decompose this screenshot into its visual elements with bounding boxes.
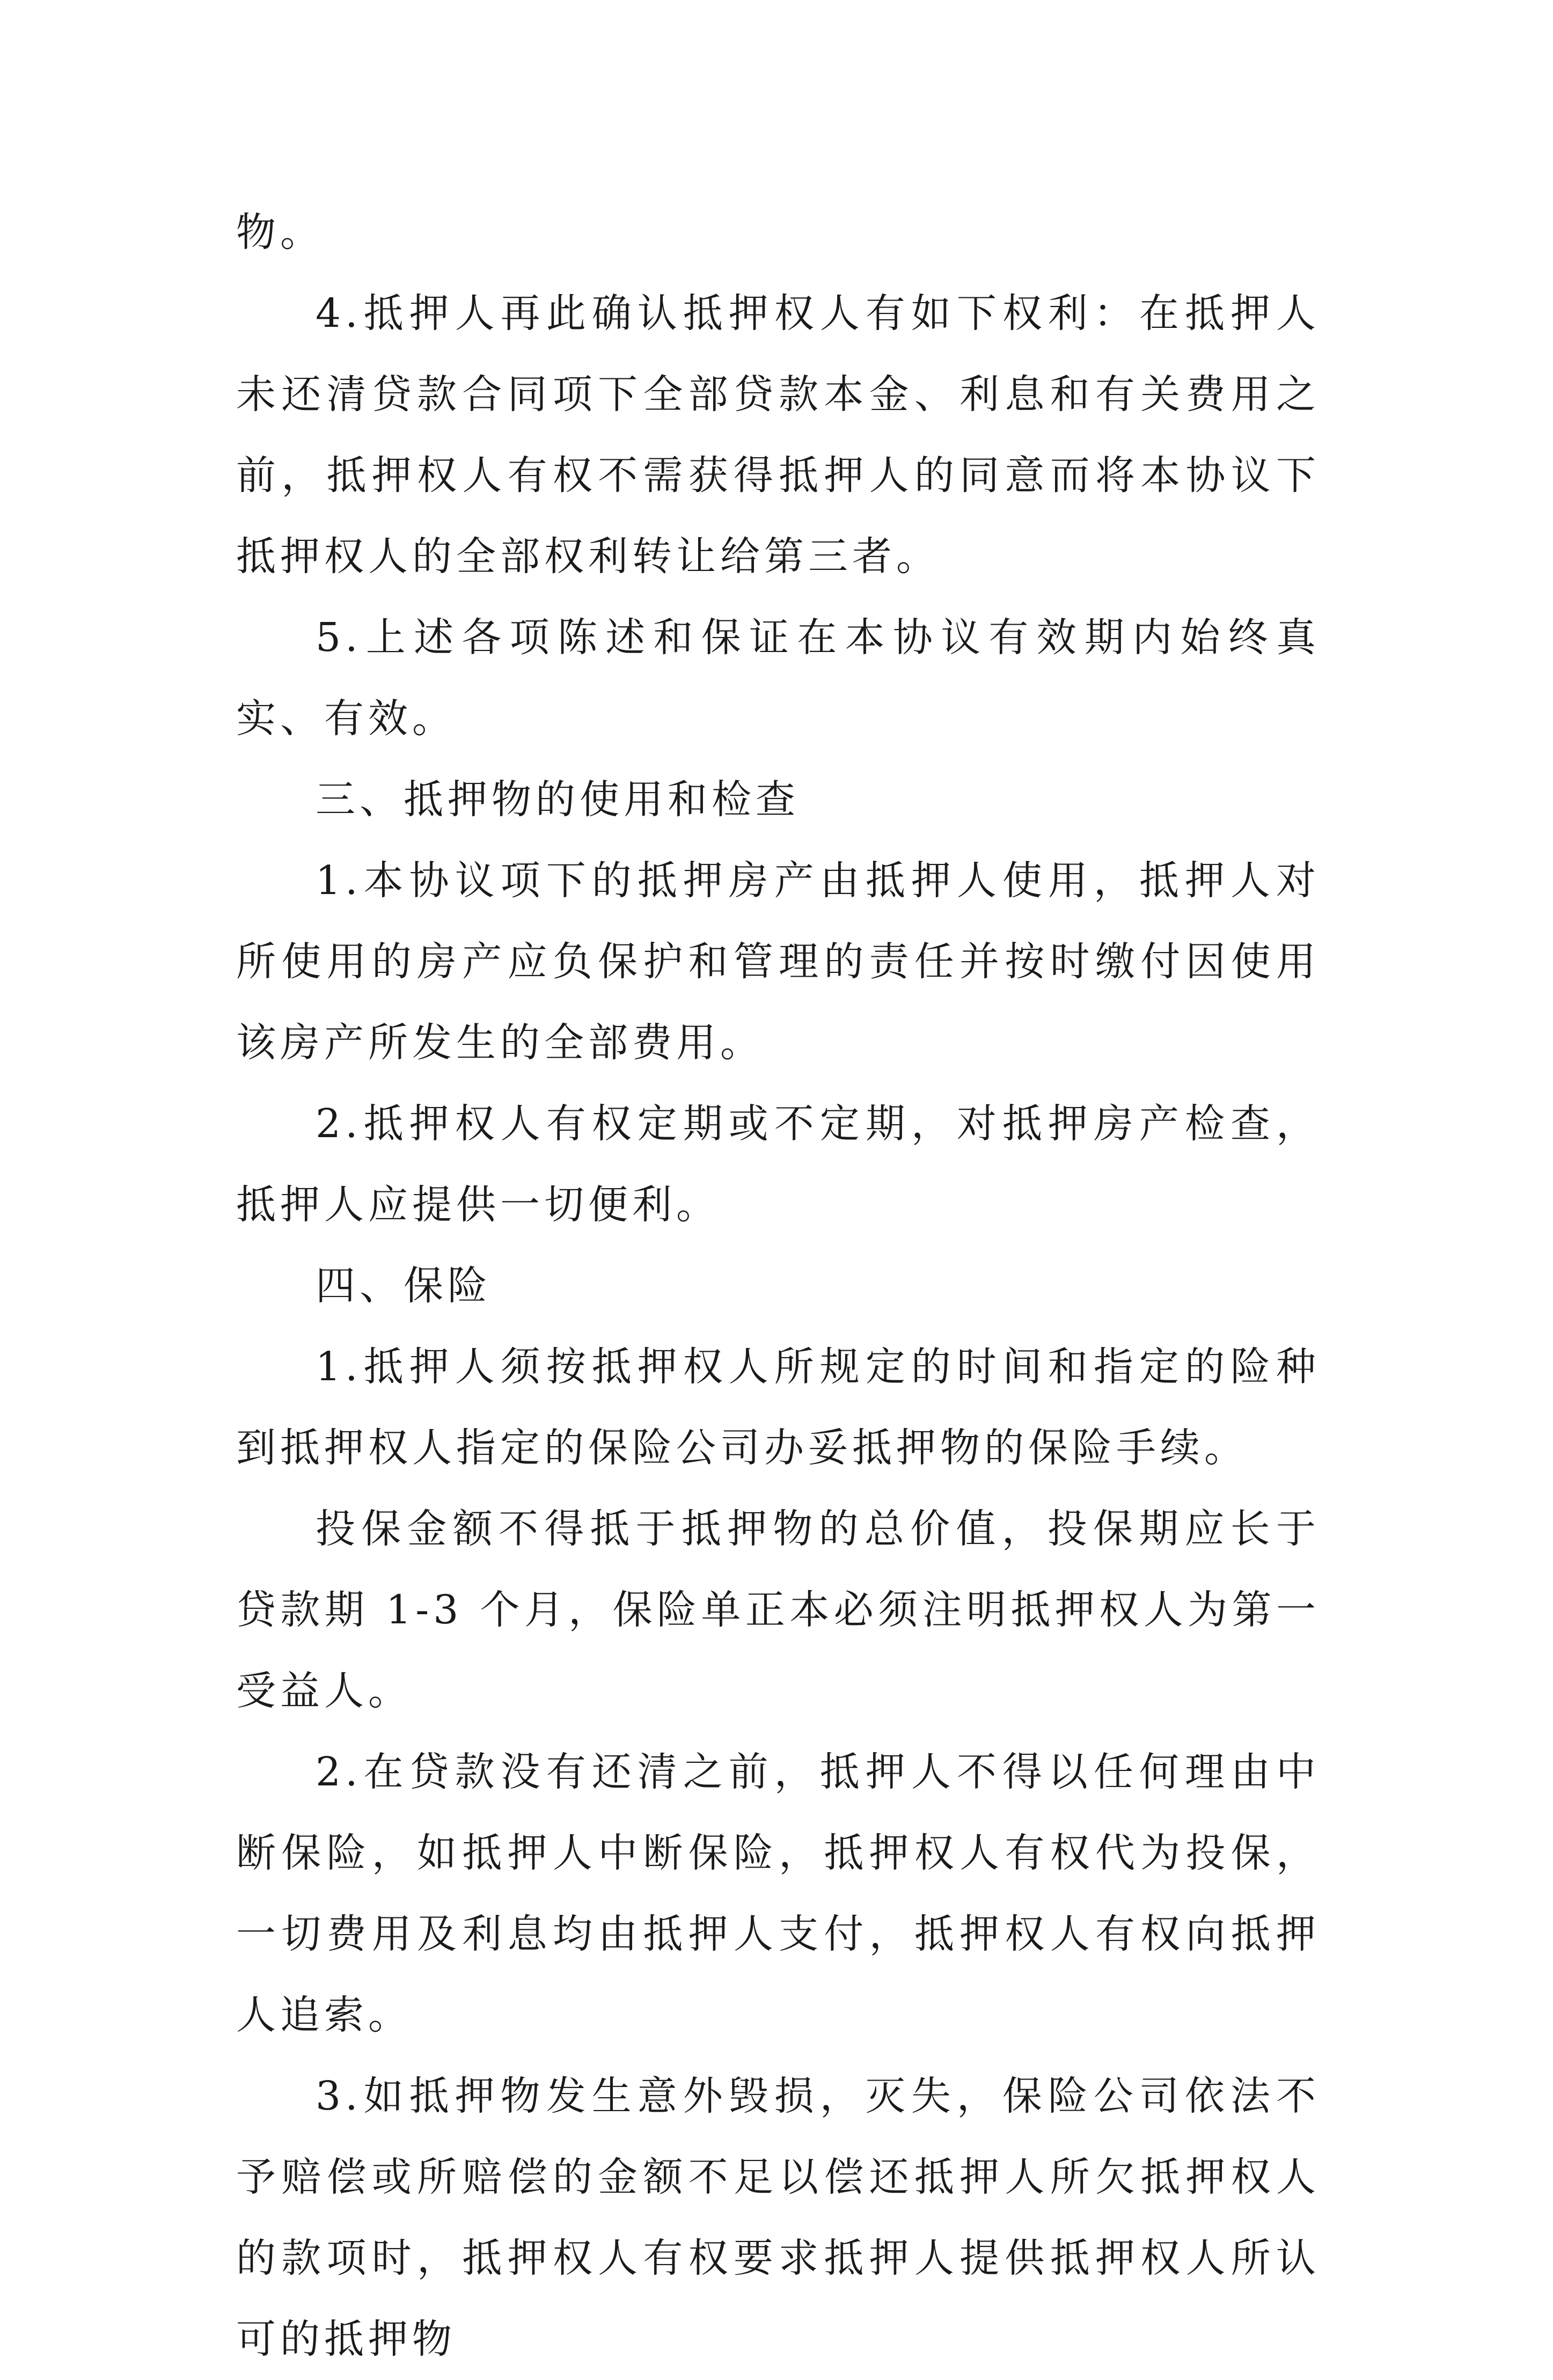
document-body (236, 192, 1320, 2380)
paragraph-insurance-clause-2: 2.在贷款没有还清之前，抵押人不得以任何理由中断保险，如抵押人中断保险，抵押权人有权代为投保，一切费用及利息均由抵押人支付，抵押权人有权向抵押人追索。 (236, 1749, 1320, 2038)
section-heading-use-and-inspection: 三、抵押物的使用和检查 (316, 777, 800, 823)
paragraph-clause-5: 5.上述各项陈述和保证在本协议有效期内始终真实、有效。 (236, 614, 1320, 742)
paragraph-insurance-clause-1: 1.抵押人须按抵押权人所规定的时间和指定的险种到抵押权人指定的保险公司办妥抵押物的保险手续。 (236, 1344, 1320, 1471)
paragraph-continuation: 物。 (236, 209, 324, 255)
section-heading-insurance: 四、保险 (316, 1263, 492, 1309)
paragraph-use-clause-1: 1.本协议项下的抵押房产由抵押人使用，抵押人对所使用的房产应负保护和管理的责任并按时缴付因使用该房产所发生的全部费用。 (236, 858, 1320, 1066)
paragraph-insurance-clause-3: 3.如抵押物发生意外毁损，灭失，保险公司依法不予赔偿或所赔偿的金额不足以偿还抵押人所欠抵押权人的款项时，抵押权人有权要求抵押人提供抵押权人所认可的抵押物 (236, 2073, 1320, 2362)
paragraph-insurance-amount: 投保金额不得抵于抵押物的总价值，投保期应长于贷款期 1-3 个月，保险单正本必须注明抵押权人为第一受益人。 (236, 1506, 1320, 1714)
paragraph-clause-4: 4.抵押人再此确认抵押权人有如下权利：在抵押人未还清贷款合同项下全部贷款本金、利息和有关费用之前，抵押权人有权不需获得抵押人的同意而将本协议下抵押权人的全部权利转让给第三者。 (236, 290, 1320, 580)
paragraph-use-clause-2: 2.抵押权人有权定期或不定期，对抵押房产检查，抵押人应提供一切便利。 (236, 1101, 1320, 1228)
